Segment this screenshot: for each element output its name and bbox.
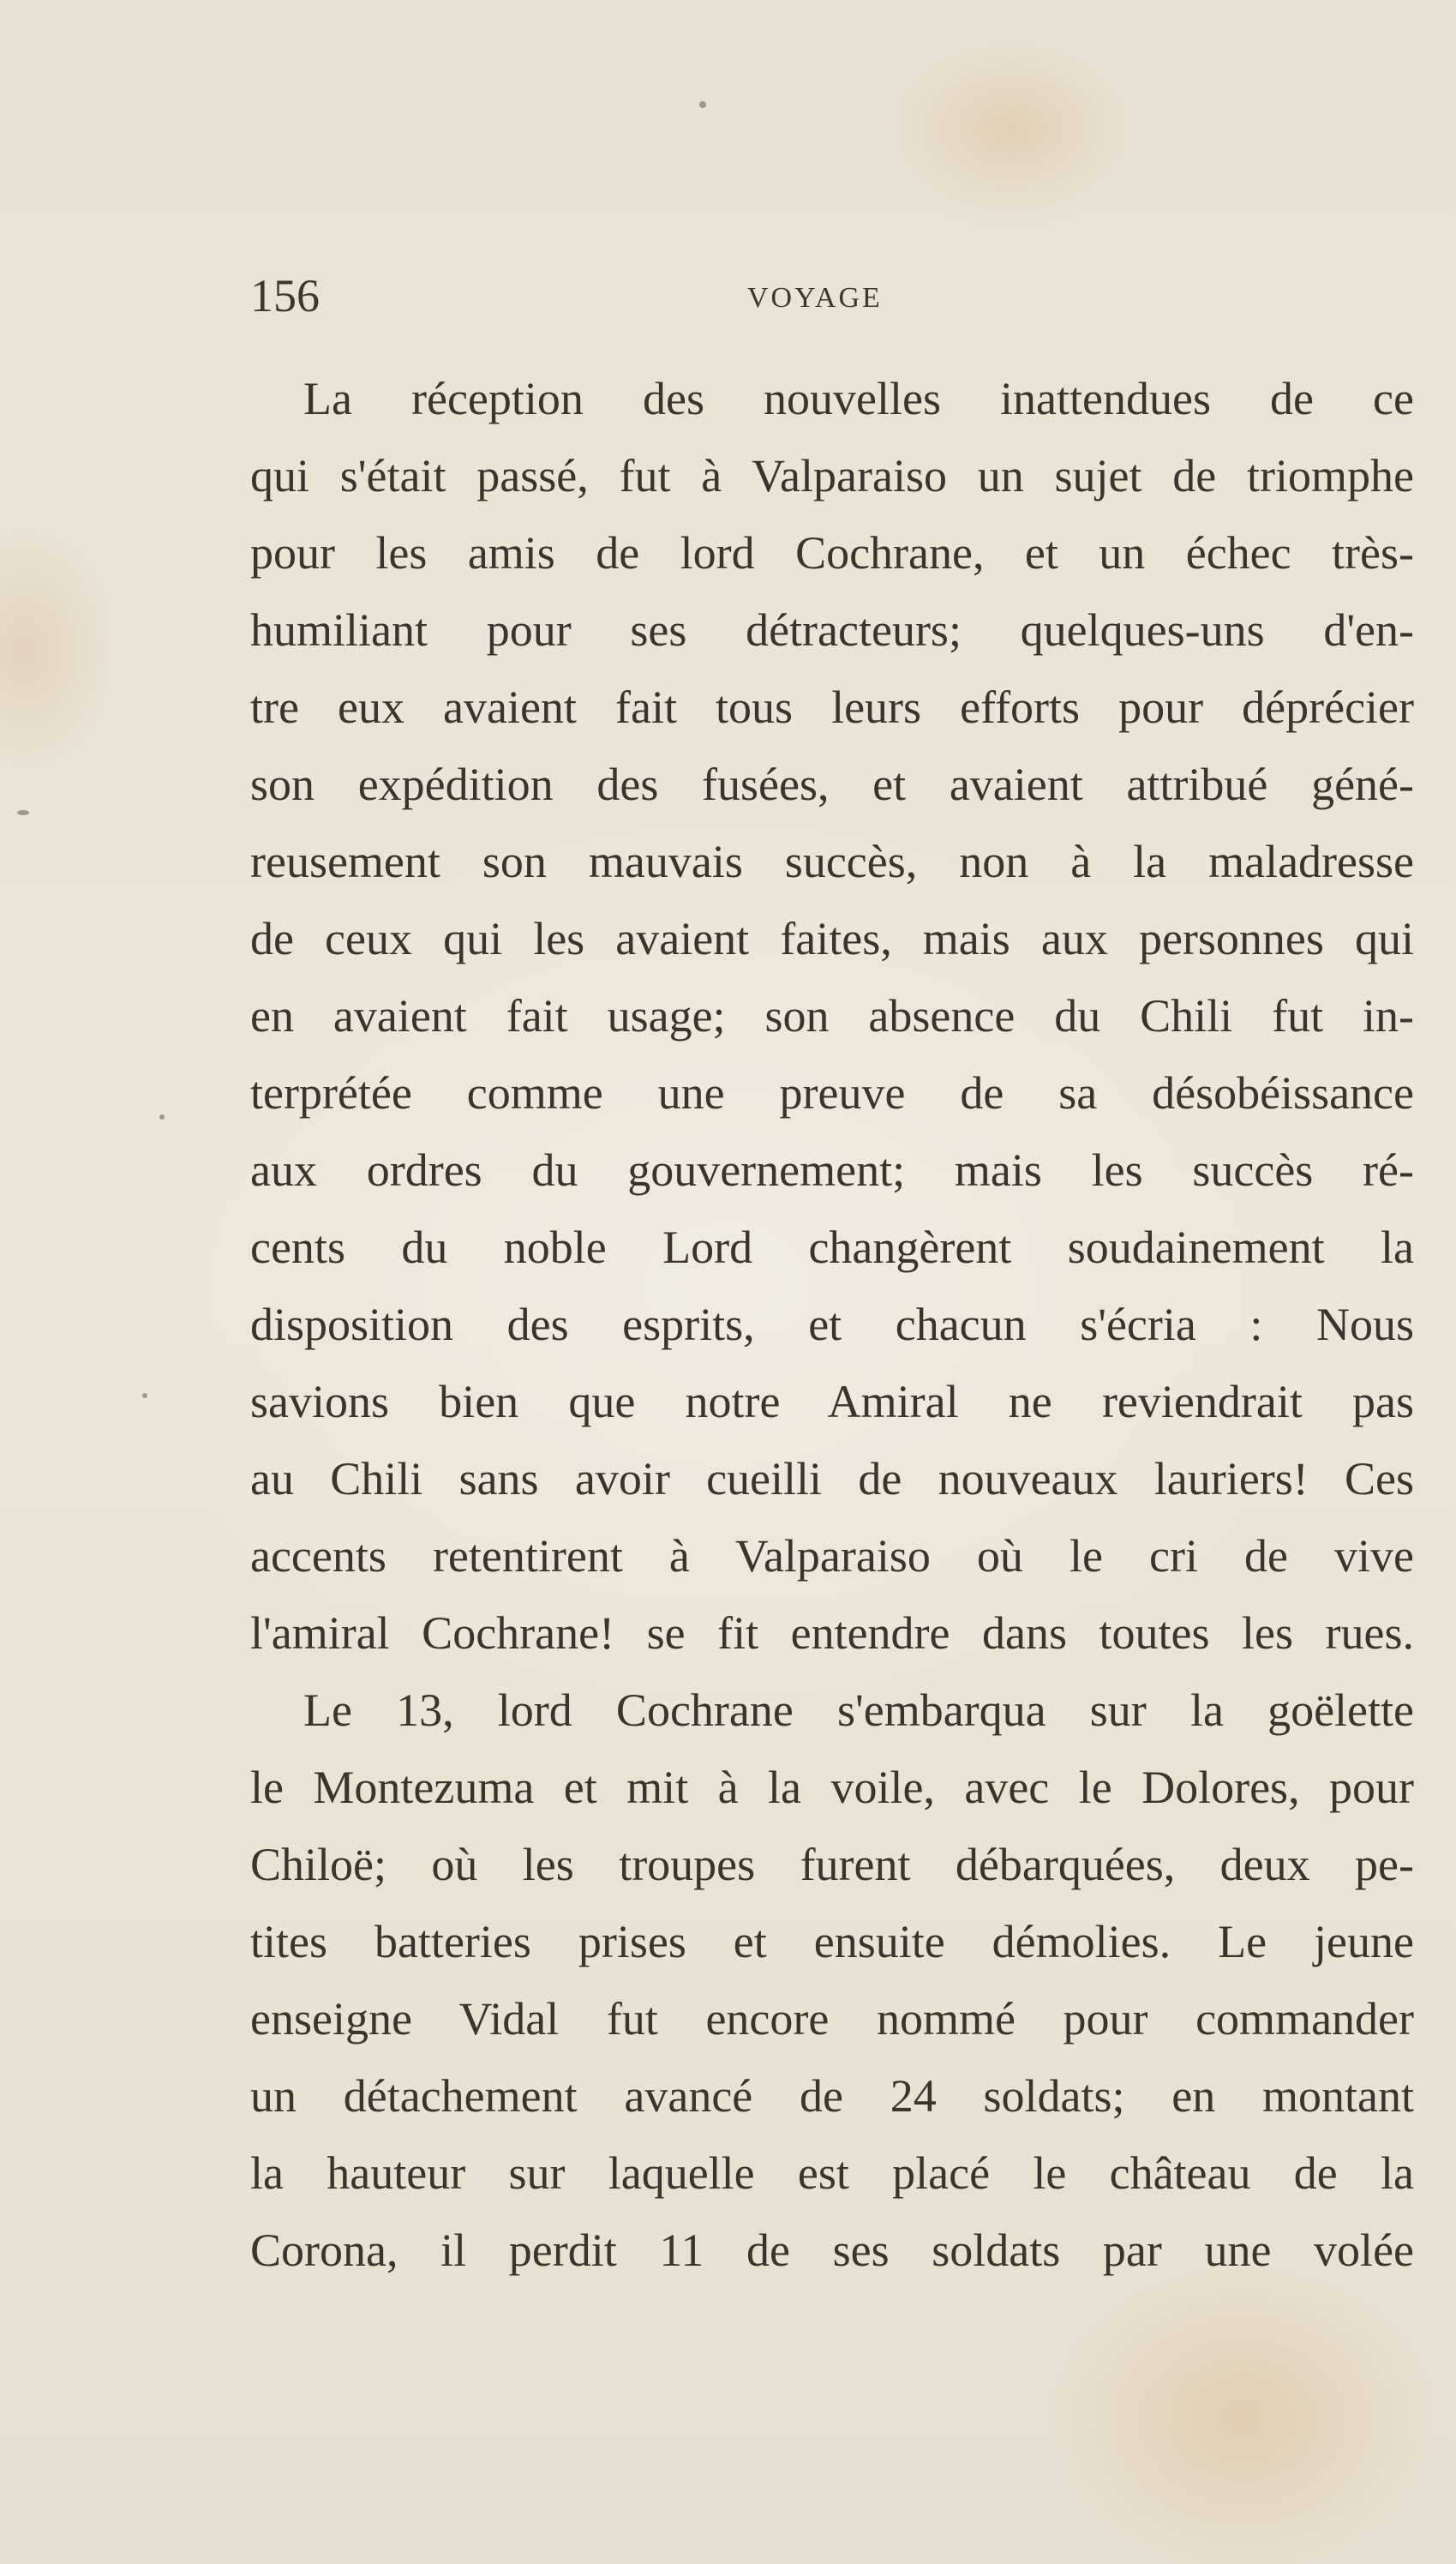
text-line: disposition des esprits, et chacun s'écria : Nous — [250, 1299, 1414, 1350]
text-line: qui s'était passé, fut à Valparaiso un sujet de triomphe — [250, 450, 1414, 501]
text-line: l'amiral Cochrane! se fit entendre dans toutes les rues. — [250, 1607, 1414, 1659]
text-line: cents du noble Lord changèrent soudainement la — [250, 1222, 1414, 1273]
text-line: de ceux qui les avaient faites, mais aux personnes qui — [250, 913, 1414, 964]
text-line: Le 13, lord Cochrane s'embarqua sur la goëlette — [303, 1684, 1414, 1736]
paragraph — [250, 1672, 1414, 2289]
text-line: en avaient fait usage; son absence du Chili fut in- — [250, 990, 1414, 1042]
text-line: accents retentirent à Valparaiso où le cri de vive — [250, 1530, 1414, 1582]
text-line: reusement son mauvais succès, non à la maladresse — [250, 836, 1414, 887]
text-line: le Montezuma et mit à la voile, avec le Dolores, pour — [250, 1762, 1414, 1813]
text-line: la hauteur sur laquelle est placé le château de la — [250, 2147, 1414, 2199]
text-line: tites batteries prises et ensuite démolies. Le jeune — [250, 1916, 1414, 1967]
paper-speck — [142, 1393, 147, 1398]
page-number: 156 — [250, 270, 320, 321]
text-line: savions bien que notre Amiral ne reviendrait pas — [250, 1376, 1414, 1427]
text-line: La réception des nouvelles inattendues de ce — [303, 373, 1414, 424]
text-line: enseigne Vidal fut encore nommé pour commander — [250, 1993, 1414, 2045]
body-text — [250, 360, 1414, 2289]
text-line: un détachement avancé de 24 soldats; en montant — [250, 2070, 1414, 2122]
text-line: Chiloë; où les troupes furent débarquées, deux pe- — [250, 1839, 1414, 1890]
running-head: VOYAGE — [747, 282, 883, 314]
text-line: au Chili sans avoir cueilli de nouveaux lauriers! Ces — [250, 1453, 1414, 1504]
paper-speck — [17, 810, 29, 815]
paragraph — [250, 360, 1414, 1672]
text-line: aux ordres du gouvernement; mais les succès ré- — [250, 1144, 1414, 1196]
text-line: tre eux avaient fait tous leurs efforts pour déprécier — [250, 682, 1414, 733]
page-header — [250, 261, 1414, 330]
text-line: pour les amis de lord Cochrane, et un échec très- — [250, 527, 1414, 579]
paper-speck — [699, 101, 706, 108]
paper-speck — [159, 1114, 165, 1120]
text-line: terprétée comme une preuve de sa désobéissance — [250, 1067, 1414, 1119]
text-line: Corona, il perdit 11 de ses soldats par une volée — [250, 2225, 1414, 2276]
text-line: son expédition des fusées, et avaient attribué géné- — [250, 759, 1414, 810]
text-line: humiliant pour ses détracteurs; quelques-uns d'en- — [250, 604, 1414, 656]
